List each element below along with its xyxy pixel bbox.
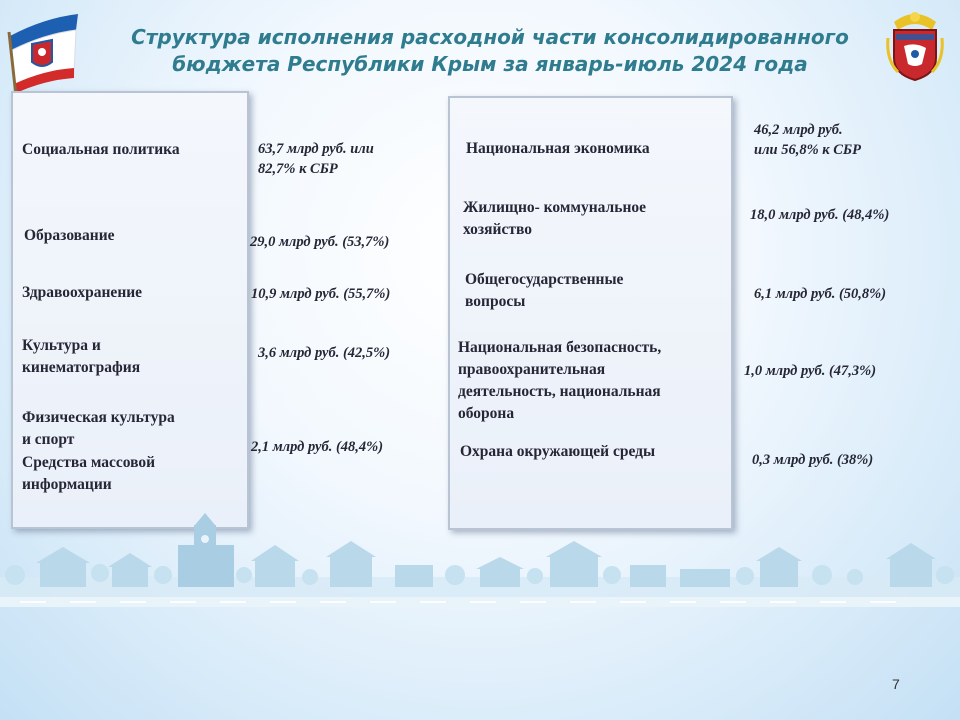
label-media-line-1: Средства массовой bbox=[22, 454, 156, 471]
page-number: 7 bbox=[892, 676, 900, 692]
label-media-line-2: информации bbox=[22, 476, 112, 493]
value-national-economy bbox=[754, 120, 861, 160]
label-general-issues bbox=[465, 269, 623, 313]
crimea-flag-icon bbox=[4, 4, 104, 96]
right-panel bbox=[448, 96, 733, 530]
label-general-line-2: вопросы bbox=[465, 293, 526, 310]
label-sport-line-1: Физическая культура bbox=[22, 409, 175, 426]
value-education: 29,0 млрд руб. (53,7%) bbox=[250, 234, 390, 250]
label-housing-line-2: хозяйство bbox=[463, 221, 532, 238]
label-security-line-1: Национальная безопасность, bbox=[458, 339, 662, 356]
title-line-2: бюджета Республики Крым за январь-июль 2024 года bbox=[172, 52, 808, 76]
town-skyline-illustration bbox=[0, 505, 960, 620]
label-security-line-4: оборона bbox=[458, 405, 515, 422]
value-national-security: 1,0 млрд руб. (47,3%) bbox=[744, 363, 877, 379]
value-sport-media: 2,1 млрд руб. (48,4%) bbox=[251, 439, 384, 455]
label-media bbox=[22, 452, 155, 496]
value-housing: 18,0 млрд руб. (48,4%) bbox=[750, 207, 890, 223]
label-national-security bbox=[458, 337, 661, 425]
label-culture-line-2: кинематография bbox=[22, 359, 141, 376]
label-housing bbox=[463, 197, 646, 241]
label-security-line-3: деятельность, национальная bbox=[458, 383, 661, 400]
label-national-economy: Национальная экономика bbox=[466, 140, 650, 157]
label-culture-line-1: Культура и bbox=[22, 337, 101, 354]
label-culture bbox=[22, 335, 140, 379]
label-housing-line-1: Жилищно- коммунальное bbox=[463, 199, 647, 216]
value-environment: 0,3 млрд руб. (38%) bbox=[752, 452, 874, 468]
label-education: Образование bbox=[24, 227, 115, 244]
value-social-line-2: 82,7% к СБР bbox=[258, 161, 338, 177]
title-line-1: Структура исполнения расходной части консолидированного bbox=[131, 25, 849, 49]
label-social-policy: Социальная политика bbox=[22, 141, 180, 158]
value-social-line-1: 63,7 млрд руб. или bbox=[258, 141, 374, 157]
value-culture: 3,6 млрд руб. (42,5%) bbox=[258, 345, 391, 361]
value-health: 10,9 млрд руб. (55,7%) bbox=[251, 286, 391, 302]
label-environment: Охрана окружающей среды bbox=[460, 443, 656, 460]
label-sport-line-2: и спорт bbox=[22, 431, 75, 448]
label-sport bbox=[22, 407, 175, 451]
value-general-issues: 6,1 млрд руб. (50,8%) bbox=[754, 286, 887, 302]
label-security-line-2: правоохранительная bbox=[458, 361, 606, 378]
coat-of-arms-icon bbox=[884, 8, 946, 82]
value-social-policy bbox=[258, 139, 374, 179]
label-health: Здравоохранение bbox=[22, 284, 143, 301]
value-economy-line-2: или 56,8% к СБР bbox=[754, 142, 861, 158]
slide-title bbox=[100, 24, 880, 78]
label-general-line-1: Общегосударственные bbox=[465, 271, 624, 288]
value-economy-line-1: 46,2 млрд руб. bbox=[754, 122, 843, 138]
